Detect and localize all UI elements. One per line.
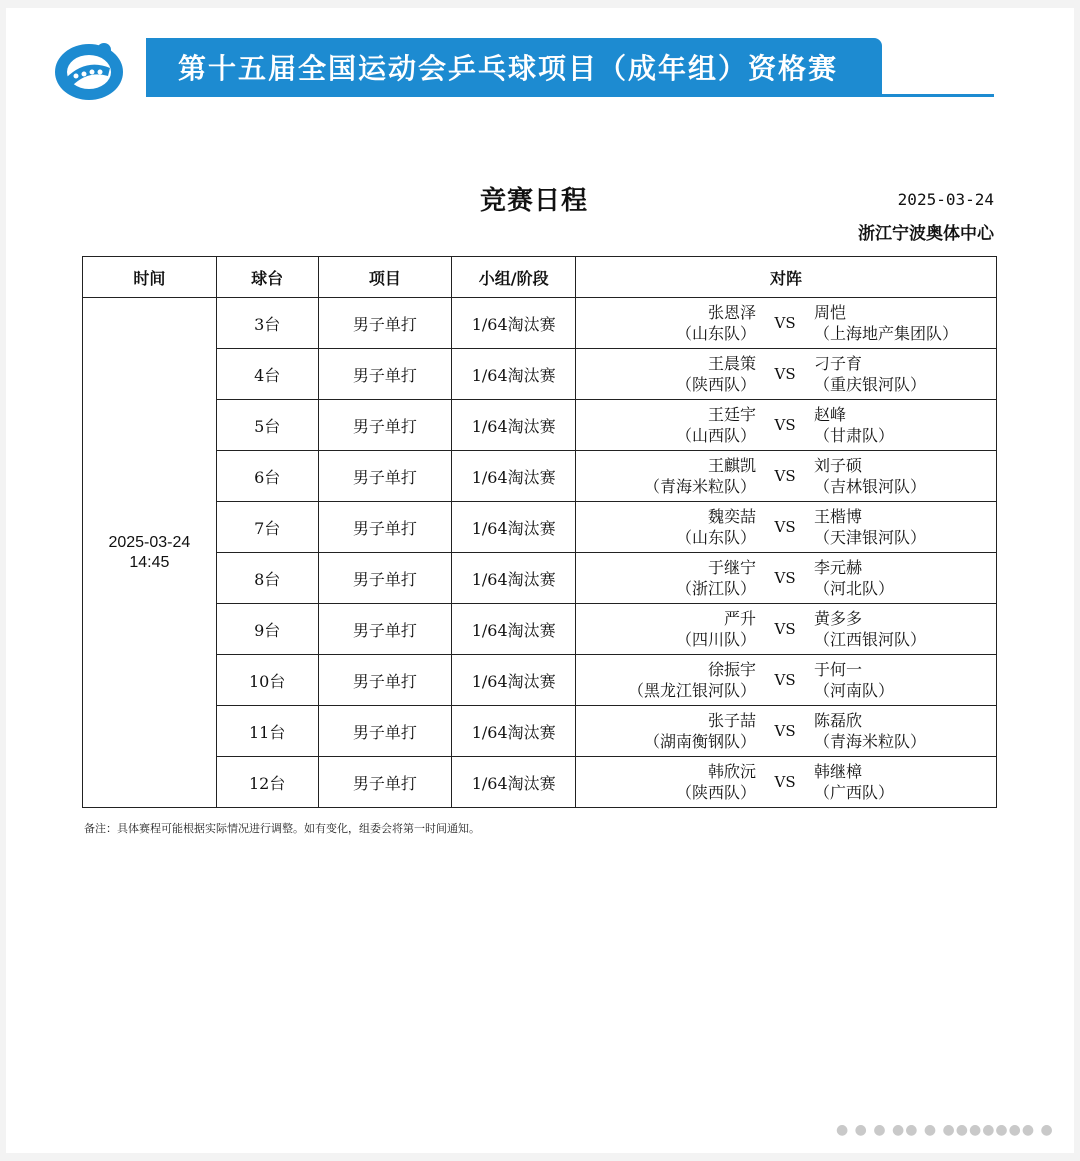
table-row	[83, 349, 997, 400]
banner-title: 第十五届全国运动会乒乓球项目（成年组）资格赛	[178, 52, 839, 85]
vs-label: VS	[774, 467, 796, 485]
event-name: 男子单打	[318, 451, 452, 502]
stage-name: 1/64淘汰赛	[452, 502, 576, 553]
team-b: （重庆银河队）	[814, 375, 927, 394]
event-name: 男子单打	[318, 604, 452, 655]
watermark-dots: ● ● ● ●● ● ●●●●●●● ●	[836, 1122, 1054, 1138]
matchup-cell	[576, 400, 997, 451]
vs-label: VS	[774, 773, 796, 791]
event-name: 男子单打	[318, 655, 452, 706]
vs-label: VS	[774, 416, 796, 434]
team-b: （江西银河队）	[814, 630, 927, 649]
team-b: （甘肃队）	[814, 426, 895, 445]
footnote: 备注：具体赛程可能根据实际情况进行调整。如有变化，组委会将第一时间通知。	[84, 822, 480, 835]
player-a: 于继宁	[708, 558, 757, 577]
stage-name: 1/64淘汰赛	[452, 298, 576, 349]
header-stage: 小组/阶段	[452, 257, 576, 298]
stage-name: 1/64淘汰赛	[452, 706, 576, 757]
table-row	[83, 655, 997, 706]
matchup-cell	[576, 298, 997, 349]
table-number: 5台	[216, 400, 318, 451]
venue-name: 浙江宁波奥体中心	[858, 224, 994, 244]
player-b: 周恺	[814, 303, 847, 322]
event-name: 男子单打	[318, 502, 452, 553]
table-row	[83, 400, 997, 451]
player-b: 韩继樟	[814, 762, 863, 781]
stage-name: 1/64淘汰赛	[452, 553, 576, 604]
player-b: 刘子硕	[814, 456, 863, 475]
player-a: 王廷宇	[708, 405, 757, 424]
table-number: 10台	[216, 655, 318, 706]
team-b: （广西队）	[814, 783, 895, 802]
team-a: （陕西队）	[676, 783, 757, 802]
games-logo-icon	[52, 38, 126, 102]
table-row	[83, 757, 997, 808]
player-a: 严升	[724, 609, 757, 628]
team-b: （青海米粒队）	[814, 732, 927, 751]
banner-underline	[146, 94, 994, 97]
vs-label: VS	[774, 620, 796, 638]
document-date: 2025-03-24	[897, 190, 994, 209]
player-a: 徐振宇	[708, 660, 757, 679]
matchup-cell	[576, 451, 997, 502]
player-b: 赵峰	[814, 405, 847, 424]
stage-name: 1/64淘汰赛	[452, 400, 576, 451]
matchup-cell	[576, 349, 997, 400]
event-name: 男子单打	[318, 757, 452, 808]
matchup-cell	[576, 553, 997, 604]
table-number: 7台	[216, 502, 318, 553]
team-a: （四川队）	[676, 630, 757, 649]
table-number: 9台	[216, 604, 318, 655]
stage-name: 1/64淘汰赛	[452, 757, 576, 808]
vs-label: VS	[774, 569, 796, 587]
time-cell	[83, 298, 217, 808]
team-b: （河北队）	[814, 579, 895, 598]
vs-label: VS	[774, 314, 796, 332]
team-a: （山西队）	[676, 426, 757, 445]
matchup-cell	[576, 706, 997, 757]
player-a: 王麒凯	[708, 456, 757, 475]
table-number: 12台	[216, 757, 318, 808]
player-b: 刁子育	[814, 354, 863, 373]
stage-name: 1/64淘汰赛	[452, 349, 576, 400]
match-time: 14:45	[129, 553, 170, 571]
player-a: 韩欣沅	[708, 762, 757, 781]
team-b: （吉林银河队）	[814, 477, 927, 496]
player-b: 黄多多	[814, 609, 863, 628]
matchup-cell	[576, 604, 997, 655]
vs-label: VS	[774, 671, 796, 689]
table-number: 6台	[216, 451, 318, 502]
team-a: （山东队）	[676, 528, 757, 547]
vs-label: VS	[774, 518, 796, 536]
team-a: （陕西队）	[676, 375, 757, 394]
player-a: 魏奕喆	[708, 507, 757, 526]
team-a: （青海米粒队）	[644, 477, 757, 496]
player-a: 张子喆	[708, 711, 757, 730]
player-b: 陈磊欣	[814, 711, 863, 730]
team-b: （天津银河队）	[814, 528, 927, 547]
table-row	[83, 706, 997, 757]
player-a: 王晨策	[708, 354, 757, 373]
matchup-cell	[576, 502, 997, 553]
header-table: 球台	[216, 257, 318, 298]
team-a: （湖南衡钢队）	[644, 732, 757, 751]
vs-label: VS	[774, 722, 796, 740]
table-number: 3台	[216, 298, 318, 349]
stage-name: 1/64淘汰赛	[452, 604, 576, 655]
team-a: （黑龙江银河队）	[628, 681, 757, 700]
header-event: 项目	[318, 257, 452, 298]
player-b: 于何一	[814, 660, 863, 679]
table-number: 8台	[216, 553, 318, 604]
player-a: 张恩泽	[708, 303, 757, 322]
table-header-row	[83, 257, 997, 298]
table-number: 11台	[216, 706, 318, 757]
team-b: （上海地产集团队）	[814, 324, 959, 343]
team-b: （河南队）	[814, 681, 895, 700]
event-banner	[146, 38, 882, 96]
schedule-table	[82, 256, 997, 808]
team-a: （浙江队）	[676, 579, 757, 598]
header-time: 时间	[83, 257, 217, 298]
matchup-cell	[576, 655, 997, 706]
match-date: 2025-03-24	[108, 533, 191, 551]
schedule-body	[83, 298, 997, 808]
table-row	[83, 604, 997, 655]
stage-name: 1/64淘汰赛	[452, 655, 576, 706]
table-row	[83, 502, 997, 553]
matchup-cell	[576, 757, 997, 808]
table-number: 4台	[216, 349, 318, 400]
team-a: （山东队）	[676, 324, 757, 343]
vs-label: VS	[774, 365, 796, 383]
table-row	[83, 553, 997, 604]
stage-name: 1/64淘汰赛	[452, 451, 576, 502]
page-title: 竞赛日程	[480, 186, 589, 216]
table-row	[83, 451, 997, 502]
event-name: 男子单打	[318, 706, 452, 757]
player-b: 王楷博	[814, 507, 863, 526]
event-name: 男子单打	[318, 553, 452, 604]
event-name: 男子单打	[318, 349, 452, 400]
table-row	[83, 298, 997, 349]
event-name: 男子单打	[318, 298, 452, 349]
player-b: 李元赫	[814, 558, 863, 577]
header-matchup: 对阵	[576, 257, 997, 298]
event-name: 男子单打	[318, 400, 452, 451]
